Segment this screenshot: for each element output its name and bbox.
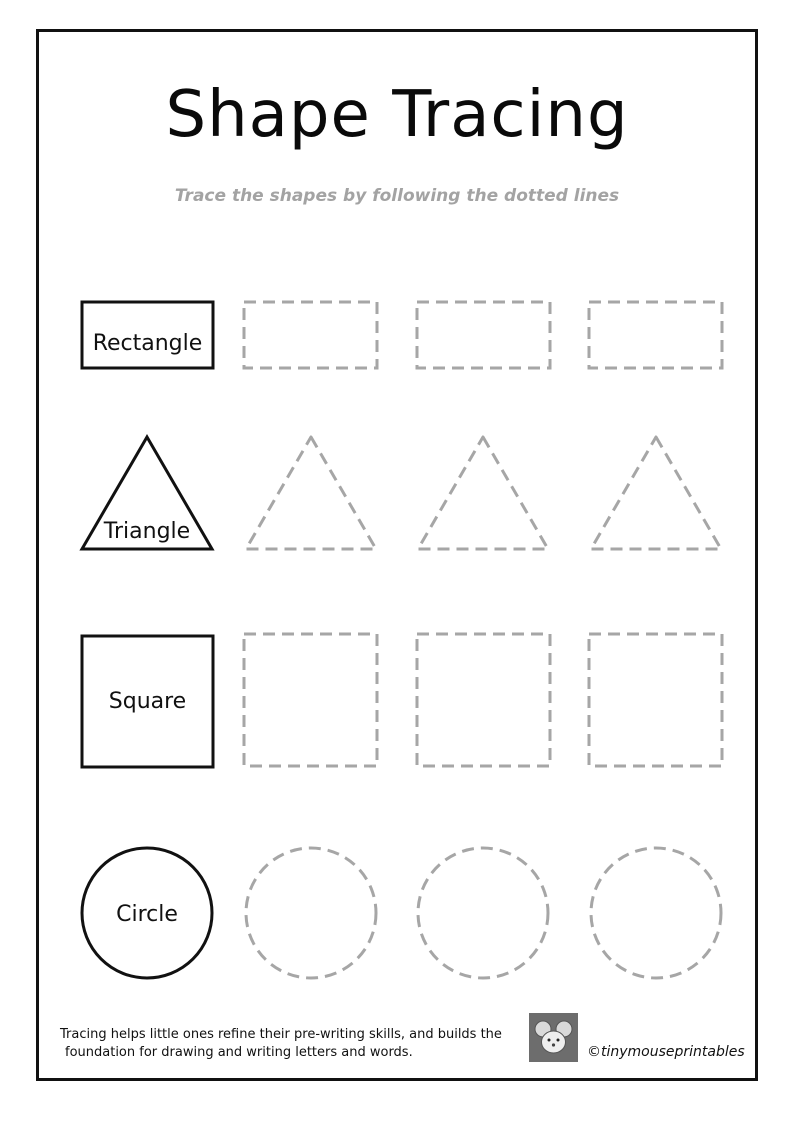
- circle-trace-1[interactable]: [246, 848, 376, 978]
- circle-trace-3[interactable]: [591, 848, 721, 978]
- rectangle-label: Rectangle: [92, 331, 203, 356]
- page-title: Shape Tracing: [165, 78, 629, 152]
- square-trace-3[interactable]: [589, 634, 722, 766]
- footer-note-line1: Tracing helps little ones refine their pre-writing skills, and builds the: [60, 1027, 502, 1042]
- footer-note: [60, 1026, 520, 1062]
- square-trace-2[interactable]: [417, 634, 550, 766]
- brand-credit: ©tinymouseprintables: [587, 1044, 745, 1060]
- triangle-trace-3[interactable]: [591, 437, 721, 549]
- square-label: Square: [108, 689, 187, 714]
- rectangle-trace-3[interactable]: [589, 302, 722, 368]
- triangle-trace-2[interactable]: [418, 437, 548, 549]
- footer-note-line2: foundation for drawing and writing letters and words.: [65, 1045, 413, 1060]
- circle-trace-2[interactable]: [418, 848, 548, 978]
- rectangle-trace-1[interactable]: [244, 302, 377, 368]
- triangle-label: Triangle: [103, 519, 191, 544]
- triangle-trace-1[interactable]: [246, 437, 376, 549]
- page-subtitle: Trace the shapes by following the dotted lines: [174, 186, 620, 206]
- rectangle-trace-2[interactable]: [417, 302, 550, 368]
- square-trace-1[interactable]: [244, 634, 377, 766]
- mouse-icon: [529, 1013, 578, 1062]
- circle-label: Circle: [116, 902, 178, 927]
